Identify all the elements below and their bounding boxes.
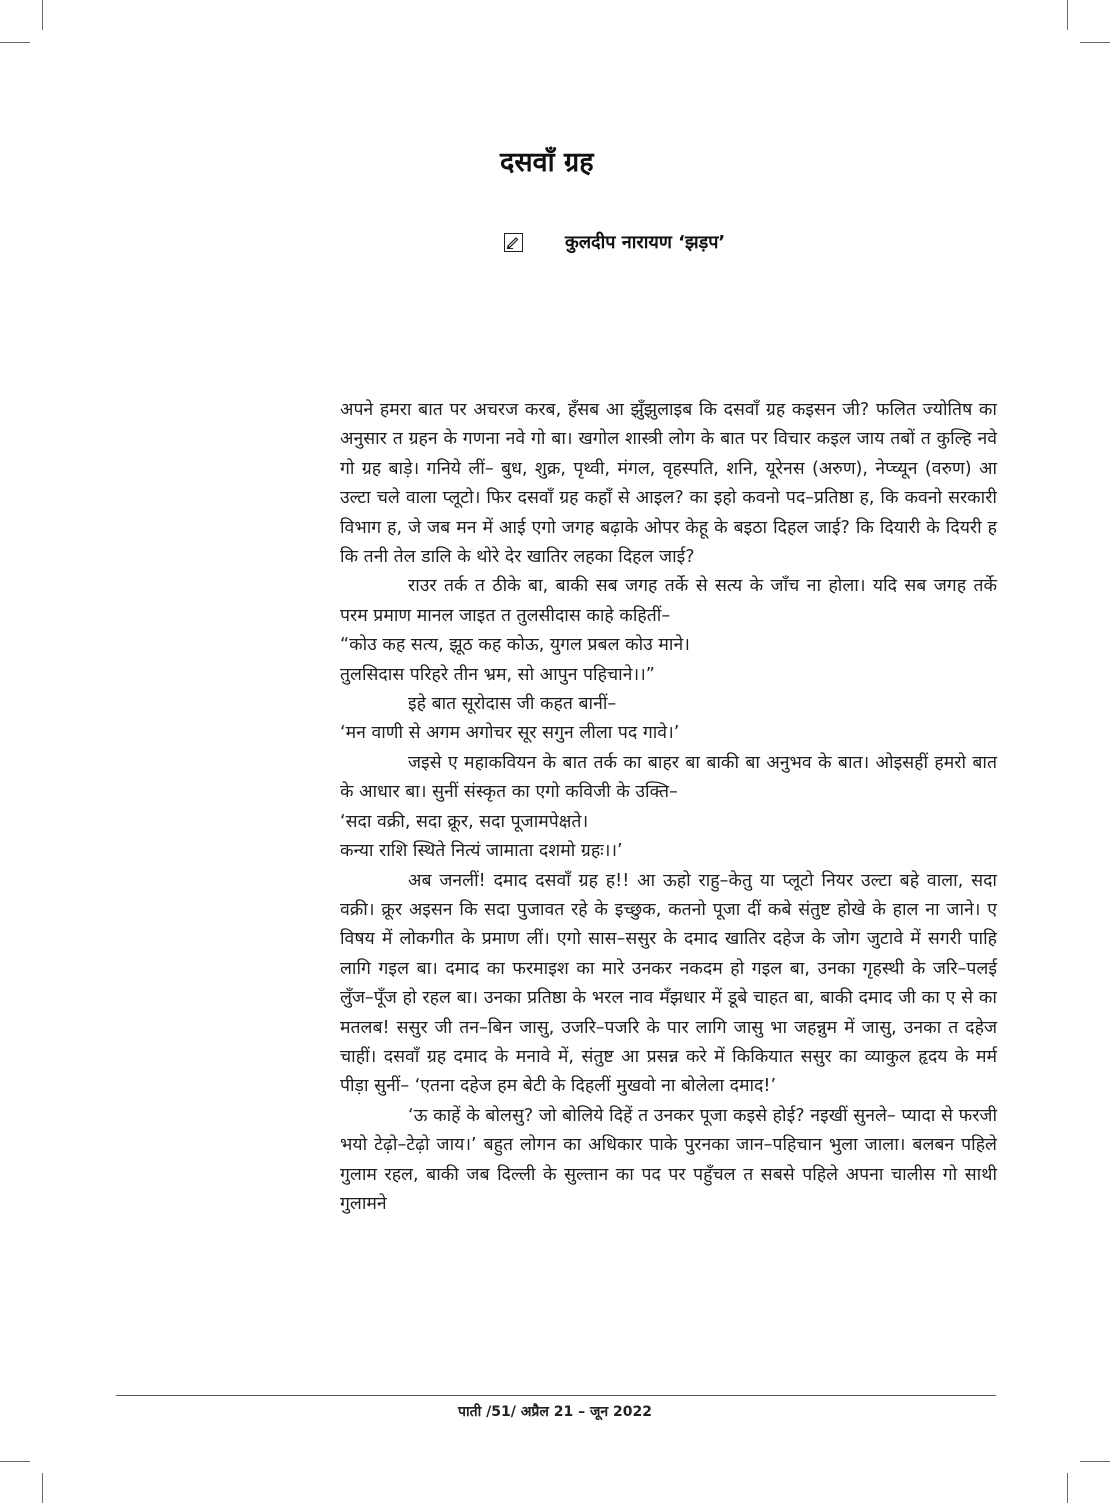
paragraph: इहे बात सूरोदास जी कहत बानीं– [408, 694, 617, 715]
paragraph: जइसे ए महाकवियन के बात तर्क का बाहर बा बाकी बा अनुभव के बात। ओइसहीं हमरो बात के आधार बा। सुनीं संस्कृत का एगो कविजी के उक्ति– [340, 752, 997, 803]
footer-divider [116, 1395, 996, 1396]
paragraph: ‘ऊ काहें के बोलसु? जो बोलिये दिहें त उनकर पूजा कइसे होई? नइखीं सुनले– प्यादा से फरजी भयो टेढ़ो–टेढ़ो जाय।’ बहुत लोगन का अधिकार पाके पुरनका जान–पहिचान भुला जाला। बलबन पहिले गुलाम रहल, बाकी जब दिल्ली के सुल्तान का पद पर पहुँचल त सबसे पहिले अपना चालीस गो साथी गुलामने [340, 1105, 997, 1214]
verse-line: “कोउ कह सत्य, झूठ कह कोऊ, युगल प्रबल कोउ माने। [340, 635, 690, 656]
verse-line: कन्या राशि स्थिते नित्यं जामाता दशमो ग्रहः।।’ [340, 841, 623, 862]
pen-writing-icon [504, 233, 523, 252]
crop-mark [0, 1461, 30, 1462]
article-body [340, 396, 997, 1219]
article-title: दसवाँ ग्रह [500, 147, 594, 178]
crop-mark [1067, 1473, 1068, 1503]
page-footer: पाती /51/ अप्रैल 21 – जून 2022 [458, 1404, 652, 1420]
paragraph: अब जनलीं! दमाद दसवाँ ग्रह ह!! आ ऊहो राहु–केतु या प्लूटो नियर उल्टा बहे वाला, सदा वक्री। क्रूर अइसन कि सदा पुजावत रहे के इच्छुक, कतनो पूजा दीं कबे संतुष्ट होखे के हाल ना जाने। ए विषय में लोकगीत के प्रमाण लीं। एगो सास–ससुर के दमाद खातिर दहेज के जोग जुटावे में सगरी पाहि लागि गइल बा। दमाद का फरमाइश का मारे उनकर नकदम हो गइल बा, उनका गृहस्थी के जरि–पलई लुँज–पूँज हो रहल बा। उनका प्रतिष्ठा के भरल नाव मँझधार में डूबे चाहत बा, बाकी दमाद जी का ए से का मतलब! ससुर जी तन–बिन जासु, उजरि–पजरि के पार लागि जासु भा जहन्नुम में जासु, उनका त दहेज चाहीं। दसवाँ ग्रह दमाद के मनावे में, संतुष्ट आ प्रसन्न करे में किकियात ससुर का व्याकुल हृदय के मर्म पीड़ा सुनीं– ‘एतना दहेज हम बेटी के दिहलीं मुखवो ना बोलेला दमाद!’ [340, 870, 997, 1097]
verse-line: तुलसिदास परिहरे तीन भ्रम, सो आपुन पहिचाने।।” [340, 664, 655, 685]
crop-mark [1080, 42, 1110, 43]
paragraph: अपने हमरा बात पर अचरज करब, हँसब आ झुँझुलाइब कि दसवाँ ग्रह कइसन जी? फलित ज्योतिष का अनुसार त ग्रहन के गणना नवे गो बा। खगोल शास्त्री लोग के बात पर विचार कइल जाय तबों त कुल्हि नवे गो ग्रह बाड़े। गनिये लीं– बुध, शुक्र, पृथ्वी, मंगल, वृहस्पति, शनि, यूरेनस (अरुण), नेप्च्यून (वरुण) आ उल्टा चले वाला प्लूटो। फिर दसवाँ ग्रह कहाँ से आइल? का इहो कवनो पद–प्रतिष्ठा ह, कि कवनो सरकारी विभाग ह, जे जब मन में आई एगो जगह बढ़ाके ओपर केहू के बइठा दिहल जाई? कि दियारी के दियरी ह कि तनी तेल डालि के थोरे देर खातिर लहका दिहल जाई? [340, 400, 997, 568]
crop-mark [1067, 0, 1068, 30]
crop-mark [42, 0, 43, 30]
byline [504, 230, 725, 254]
crop-mark [1080, 1461, 1110, 1462]
verse-line: ‘सदा वक्री, सदा क्रूर, सदा पूजामपेक्षते। [340, 811, 589, 832]
paragraph: राउर तर्क त ठीके बा, बाकी सब जगह तर्के से सत्य के जाँच ना होला। यदि सब जगह तर्के परम प्रमाण मानल जाइत त तुलसीदास काहे कहितीं– [340, 576, 997, 626]
verse-line: ‘मन वाणी से अगम अगोचर सूर सगुन लीला पद गावे।’ [340, 723, 680, 744]
crop-mark [0, 42, 30, 43]
author-name: कुलदीप नारायण ‘झड़प’ [565, 232, 726, 253]
crop-mark [42, 1473, 43, 1503]
